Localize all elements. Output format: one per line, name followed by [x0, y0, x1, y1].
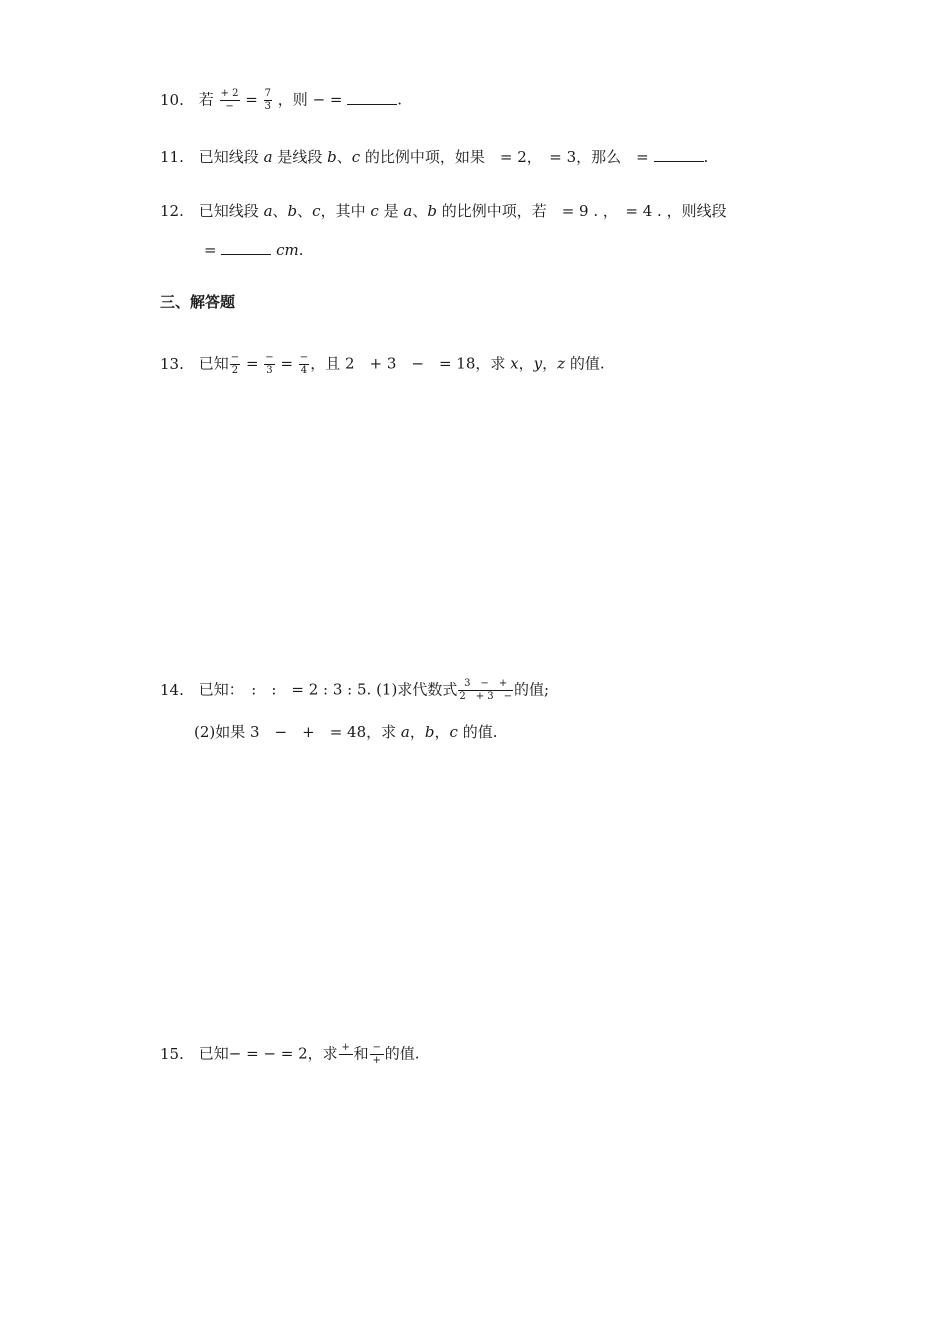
answer-blank[interactable] [347, 90, 397, 105]
fraction [230, 352, 240, 377]
variable: c [449, 723, 458, 741]
variable: a [400, 723, 410, 741]
question-text: 的值; [514, 680, 550, 699]
fraction [370, 1042, 384, 1067]
section-heading: 三、解答题 [160, 293, 236, 311]
equals-sign: = [241, 354, 264, 373]
fraction-denominator [343, 1055, 348, 1067]
question-12-line-2 [204, 240, 304, 260]
fraction-denominator: 3 [266, 365, 273, 376]
question-number: 13. [160, 354, 184, 373]
question-text: 已知线段 [198, 148, 259, 166]
question-text: 和 [353, 1044, 369, 1063]
question-text: ， [434, 723, 450, 741]
unit: cm [276, 241, 299, 259]
equals-sign: = [204, 241, 217, 259]
fraction-numerator: + [341, 1042, 350, 1053]
question-text: . [703, 148, 709, 166]
fraction [264, 352, 274, 377]
question-text: 是 [383, 202, 399, 220]
question-11 [160, 147, 708, 167]
equals-sign: = [245, 90, 263, 109]
question-text: 已知线段 [198, 202, 259, 220]
variable: a [403, 202, 413, 220]
fraction [220, 88, 240, 113]
question-10 [160, 88, 402, 113]
question-14 [160, 678, 549, 703]
fraction-numerator: + 2 [220, 88, 239, 99]
question-text: 的值. [569, 354, 605, 373]
variable: b [287, 202, 298, 220]
question-number: 10. [160, 90, 184, 109]
question-14-part-2 [194, 722, 497, 742]
fraction [299, 352, 309, 377]
question-text: 、 [412, 202, 428, 220]
question-text: ，则 [277, 90, 308, 109]
variable: c [351, 148, 361, 166]
question-text: 、 [272, 202, 288, 220]
question-text: . [298, 241, 304, 259]
question-text: ，且 2 + 3 − = 18，求 [310, 354, 506, 373]
fraction-denominator: 4 [300, 365, 308, 376]
question-text: 是线段 [277, 148, 323, 166]
fraction-numerator: 3 − + [464, 678, 508, 689]
fraction-numerator: − [299, 352, 309, 363]
question-text: . [397, 90, 403, 109]
fraction-numerator: − [372, 1042, 381, 1053]
question-text: ， [542, 354, 558, 373]
variable: b [424, 723, 435, 741]
question-number: 15. [160, 1044, 184, 1063]
fraction-denominator: + [372, 1055, 381, 1066]
fraction [339, 1042, 353, 1067]
answer-blank[interactable] [654, 147, 704, 162]
variable: a [263, 148, 273, 166]
question-12 [160, 201, 727, 221]
question-number: 14. [160, 680, 184, 699]
fraction [264, 88, 272, 113]
question-text: 、 [336, 148, 352, 166]
variable: b [327, 148, 337, 166]
question-text: 已知− = − = 2，求 [198, 1044, 338, 1063]
equals-sign: = [275, 354, 298, 373]
variable: x [510, 354, 519, 373]
answer-blank[interactable] [221, 240, 271, 255]
question-text: 的比例中项，如果 = 2， = 3，那么 = [364, 148, 649, 166]
question-text: 的值. [384, 1044, 420, 1063]
question-text: ， [518, 354, 534, 373]
variable: c [312, 202, 321, 220]
question-15 [160, 1042, 419, 1067]
fraction-numerator: − [265, 352, 274, 363]
question-number: 12. [160, 202, 184, 220]
question-text: ， [409, 723, 425, 741]
question-text: (2)如果 3 − + = 48，求 [194, 723, 397, 741]
fraction-numerator: − [230, 352, 240, 363]
question-text: 已知 [198, 354, 229, 373]
question-text: ，其中 [320, 202, 366, 220]
variable: z [557, 354, 566, 373]
fraction-denominator: − [225, 101, 234, 112]
fraction-numerator: 7 [264, 88, 271, 99]
question-number: 11. [160, 148, 184, 166]
variable: c [370, 202, 379, 220]
question-text: − = [312, 90, 343, 109]
variable: y [533, 354, 543, 373]
question-text: 若 [198, 90, 214, 109]
fraction-denominator: 2 + 3 − [459, 691, 512, 702]
variable: b [427, 202, 437, 220]
question-text: 已知： : : = 2 : 3 : 5. (1)求代数式 [198, 680, 458, 699]
variable: a [263, 202, 273, 220]
fraction-denominator: 2 [231, 365, 239, 376]
question-13 [160, 352, 605, 377]
question-text: 的值. [462, 723, 498, 741]
question-text: 、 [297, 202, 313, 220]
question-text: 的比例中项，若 = 9 . ， = 4 . ，则线段 [441, 202, 727, 220]
fraction-denominator: 3 [264, 101, 271, 112]
fraction [458, 678, 513, 703]
